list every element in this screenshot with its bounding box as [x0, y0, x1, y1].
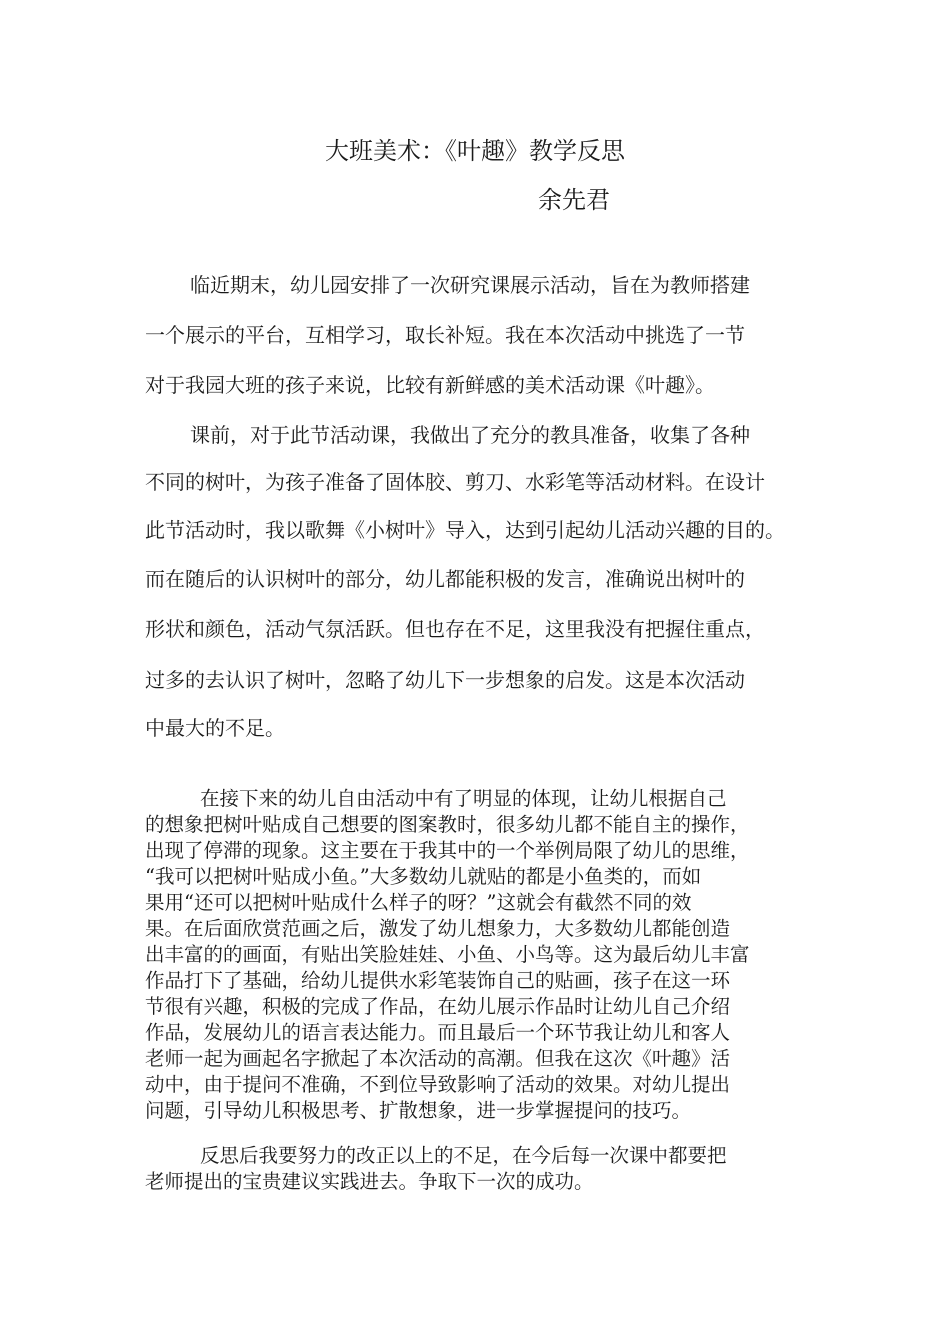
text-line: 课前，对于此节活动课，我做出了充分的教具准备，收集了各种 [190, 423, 750, 447]
text-line: 临近期末，幼儿园安排了一次研究课展示活动，旨在为教师搭建 [190, 273, 750, 297]
text-line: 不同的树叶，为孩子准备了固体胶、剪刀、水彩笔等活动材料。在设计 [145, 470, 765, 494]
text-line: 过多的去认识了树叶，忽略了幼儿下一步想象的启发。这是本次活动 [145, 668, 745, 692]
text-line: 果。在后面欣赏范画之后，激发了幼儿想象力，大多数幼儿都能创造 [145, 917, 731, 940]
author-name: 余先君 [538, 186, 610, 214]
text-line: 节很有兴趣，积极的完成了作品，在幼儿展示作品时让幼儿自己介绍 [145, 995, 731, 1018]
text-line: 作品，发展幼儿的语言表达能力。而且最后一个环节我让幼儿和客人 [145, 1021, 731, 1044]
text-line: 的想象把树叶贴成自己想要的图案教时，很多幼儿都不能自主的操作， [145, 813, 750, 836]
text-line: 此节活动时，我以歌舞《小树叶》导入，达到引起幼儿活动兴趣的目的。 [145, 518, 785, 542]
text-line: 对于我园大班的孩子来说，比较有新鲜感的美术活动课《叶趣》。 [145, 373, 715, 397]
document-title: 大班美术：《叶趣》教学反思 [325, 137, 625, 165]
text-line: 问题，引导幼儿积极思考、扩散想象，进一步掌握提问的技巧。 [145, 1099, 692, 1122]
text-line: “我可以把树叶贴成小鱼。”大多数幼儿就贴的都是小鱼类的，而如 [145, 865, 702, 888]
text-line: 出丰富的的画面，有贴出笑脸娃娃、小鱼、小鸟等。这为最后幼儿丰富 [145, 943, 750, 966]
text-line: 作品打下了基础，给幼儿提供水彩笔装饰自己的贴画，孩子在这一环 [145, 969, 731, 992]
text-line: 果用“还可以把树叶贴成什么样子的呀？”这就会有截然不同的效 [145, 891, 692, 914]
text-line: 老师一起为画起名字掀起了本次活动的高潮。但我在这次《叶趣》活 [145, 1047, 731, 1070]
text-line: 老师提出的宝贵建议实践进去。争取下一次的成功。 [145, 1170, 594, 1193]
text-line: 中最大的不足。 [145, 716, 285, 740]
text-line: 出现了停滞的现象。这主要在于我其中的一个举例局限了幼儿的思维， [145, 839, 750, 862]
text-line: 一个展示的平台，互相学习，取长补短。我在本次活动中挑选了一节 [145, 323, 745, 347]
text-line: 反思后我要努力的改正以上的不足，在今后每一次课中都要把 [200, 1144, 727, 1167]
text-line: 在接下来的幼儿自由活动中有了明显的体现，让幼儿根据自己 [200, 787, 727, 810]
text-line: 而在随后的认识树叶的部分，幼儿都能积极的发言，准确说出树叶的 [145, 567, 745, 591]
text-line: 动中，由于提问不准确，不到位导致影响了活动的效果。对幼儿提出 [145, 1073, 731, 1096]
text-line: 形状和颜色，活动气氛活跃。但也存在不足，这里我没有把握住重点， [145, 617, 765, 641]
